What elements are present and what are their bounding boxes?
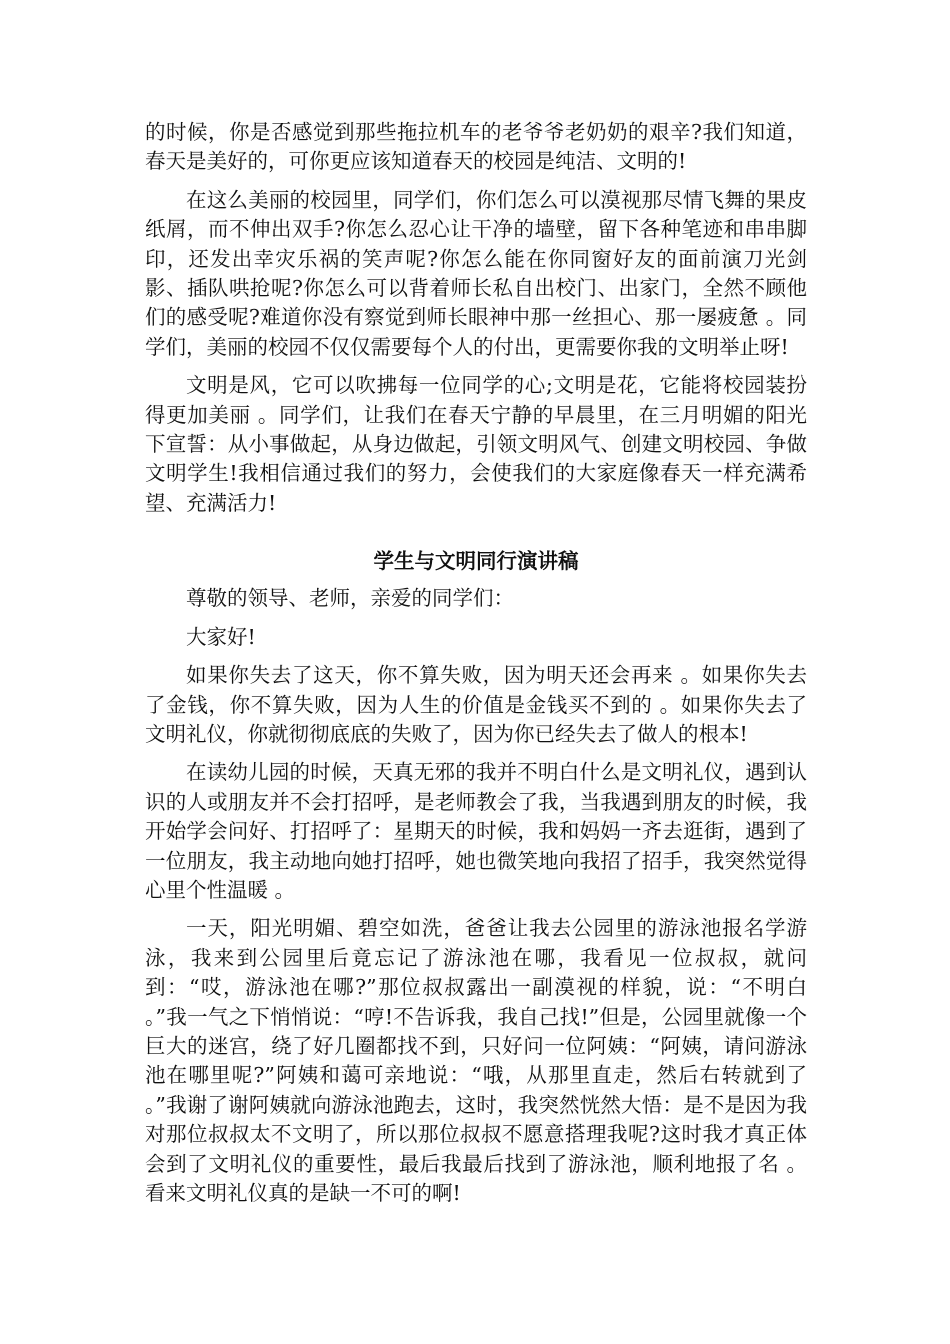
paragraph-campus: 在这么美丽的校园里，同学们，你们怎么可以漠视那尽情飞舞的果皮纸屑，而不伸出双手?你怎么忍心让干净的墙壁，留下各种笔迹和串串脚印，还发出幸灾乐祸的笑声呢?你怎么能在你同窗好友的面前演刀光剑影、插队哄抢呢?你怎么可以背着师长私自出校门、出家门，全然不顾他们的感受呢?难道你没有察觉到师长眼神中那一丝担心、那一屡疲惫 。同学们，美丽的校园不仅仅需要每个人的付出，更需要你我的文明举止呀! [145,187,807,359]
paragraph-continuation: 的时候，你是否感觉到那些拖拉机车的老爷爷老奶奶的艰辛?我们知道，春天是美好的，可你更应该知道春天的校园是纯洁、文明的! [145,120,807,174]
document-page [145,118,807,1217]
greeting: 大家好! [186,624,256,649]
paragraph-civility-wind: 文明是风，它可以吹拂每一位同学的心;文明是花，它能将校园装扮得更加美丽 。同学们，让我们在春天宁静的早晨里，在三月明媚的阳光下宣誓：从小事做起，从身边做起，引领文明风气、创建文明校园、争做文明学生!我相信通过我们的努力，会使我们的大家庭像春天一样充满希望、充满活力! [145,373,807,515]
paragraph-swimming-pool: 一天，阳光明媚、碧空如洗，爸爸让我去公园里的游泳池报名学游泳，我来到公园里后竟忘记了游泳池在哪，我看见一位叔叔，就问到：“哎，游泳池在哪?”那位叔叔露出一副漠视的样貌，说：“不明白 。”我一气之下悄悄说：“哼!不告诉我，我自己找!”但是，公园里就像一个巨大的迷宫，绕了好几圈都找不到，只好问一位阿姨：“阿姨，请问游泳池在哪里呢?”阿姨和蔼可亲地说：“哦，从那里直走，然后右转就到了 。”我谢了谢阿姨就向游泳池跑去，这时，我突然恍然大悟：是不是因为我对那位叔叔太不文明了，所以那位叔叔不愿意搭理我呢?这时我才真正体会到了文明礼仪的重要性，最后我最后找到了游泳池，顺利地报了名 。看来文明礼仪真的是缺一不可的啊! [145,916,807,1205]
paragraph-kindergarten: 在读幼儿园的时候，天真无邪的我并不明白什么是文明礼仪，遇到认识的人或朋友并不会打招呼，是老师教会了我，当我遇到朋友的时候，我开始学会问好、打招呼了：星期天的时候，我和妈妈一齐去逛街，遇到了一位朋友，我主动地向她打招呼，她也微笑地向我招了招手，我突然觉得心里个性温暖 。 [145,760,807,902]
speech-title: 学生与文明同行演讲稿 [373,549,579,574]
salutation: 尊敬的领导、老师，亲爱的同学们： [186,586,514,611]
paragraph-failure: 如果你失去了这天，你不算失败，因为明天还会再来 。如果你失去了金钱，你不算失败，因为人生的价值是金钱买不到的 。如果你失去了文明礼仪，你就彻彻底底的失败了，因为你已经失去了做人的根本! [145,663,807,746]
